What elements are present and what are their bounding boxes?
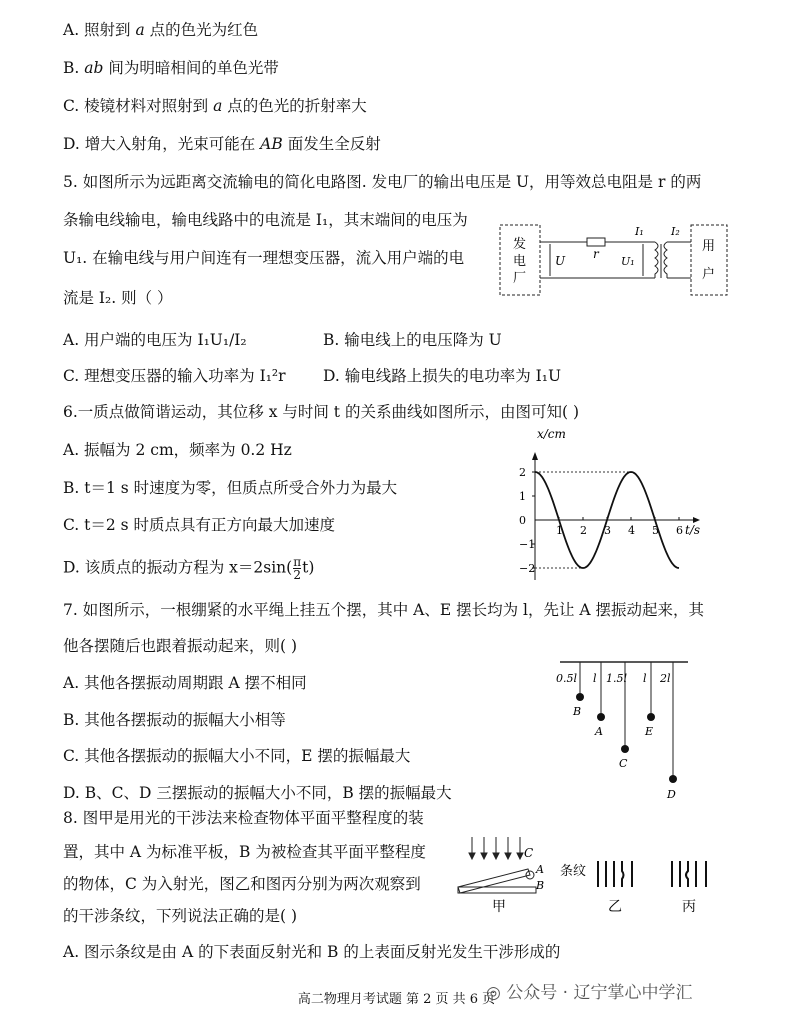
len-C: 1.5l [606, 672, 628, 685]
transformer-primary [655, 242, 658, 278]
plant-label-1: 发 [513, 237, 527, 252]
q7-option-b: B. 其他各摆振动的振幅大小相等 [63, 711, 286, 729]
q7-pendulum-diagram [550, 655, 700, 805]
q8-stem-line1: 8. 图甲是用光的干涉法来检查物体平面平整程度的装 [63, 809, 424, 827]
q6-stem: 6.一质点做简谐运动，其位移 x 与时间 t 的关系曲线如图所示，由图可知( ) [63, 403, 579, 421]
q6-displacement-time-graph [505, 428, 715, 580]
plate-A [458, 869, 530, 893]
q7-stem-line1: 7. 如图所示，一根绷紧的水平绳上挂五个摆，其中 A、E 摆长均为 l，先让 A 摆振动起来，其 [63, 601, 705, 619]
incident-light-arrows [469, 837, 523, 859]
q6-option-b: B. t＝1 s 时速度为零，但质点所受合外力为最大 [63, 479, 398, 497]
label-I1: I₁ [635, 225, 644, 238]
svg-text:A: A [536, 863, 544, 876]
jia-label: 甲 [492, 899, 506, 915]
wechat-icon: ◎ [486, 983, 507, 1003]
transformer-secondary [664, 242, 667, 278]
bob-A [597, 713, 605, 721]
stripes-label: 条纹 [560, 864, 587, 879]
q6-option-a: A. 振幅为 2 cm，频率为 0.2 Hz [63, 441, 292, 459]
q5-option-d: D. 输电线路上损失的电功率为 I₁U [323, 367, 562, 385]
frac-denominator: 2 [293, 568, 301, 582]
svg-text:C: C [524, 846, 534, 860]
x-tick-label: 5 [652, 524, 659, 537]
bob-C [621, 745, 629, 753]
user-label-2: 户 [702, 267, 716, 282]
svg-text:B: B [573, 705, 582, 718]
y-axis-label: x/cm [537, 428, 566, 441]
len-D: 2l [660, 672, 671, 685]
x-tick-label: 1 [556, 524, 563, 537]
plant-label-3: 厂 [513, 271, 527, 286]
q8-stem-line2: 置，其中 A 为标准平板，B 为被检查其平面平整程度 [63, 843, 426, 861]
y-tick-label: −1 [519, 538, 536, 551]
label-I2: I₂ [671, 225, 680, 238]
x-tick-label: 6 [676, 524, 683, 537]
q8-stem-line4: 的干涉条纹，下列说法正确的是( ) [63, 907, 298, 925]
q5-stem-line3: U₁. 在输电线与用户间连有一理想变压器，流入用户端的电 [63, 249, 465, 267]
q6-option-c: C. t＝2 s 时质点具有正方向最大加速度 [63, 516, 336, 534]
x-tick-label: 2 [580, 524, 587, 537]
q6-option-d: D. 该质点的振动方程为 x＝2sin( $\frac{\pi}{2}$ t) [63, 555, 315, 582]
y-tick-label: 1 [519, 490, 526, 503]
len-A: l [593, 672, 597, 685]
q7-stem-line2: 他各摆随后也跟着振动起来，则( ) [63, 637, 298, 655]
svg-text:D: D [667, 788, 676, 801]
watermark: ◎ 公众号 · 辽宁掌心中学汇 [486, 983, 693, 1003]
resistor-r [587, 238, 605, 246]
x-tick-label: 3 [604, 524, 611, 537]
q4-option-b: B. ab 间为明暗相间的单色光带 [63, 59, 279, 77]
x-tick-label: 4 [628, 524, 635, 537]
bing-label: 丙 [682, 899, 696, 915]
q5-stem-line2: 条输电线输电，输电线路中的电流是 I₁，其末端间的电压为 [63, 211, 468, 229]
q4-option-c: C. 棱镜材料对照射到 a 点的色光的折射率大 [63, 97, 367, 115]
label-r: r [593, 247, 599, 261]
y-axis-arrow [532, 452, 538, 460]
plant-label-2: 电 [513, 254, 527, 269]
y-tick-label: 2 [519, 466, 526, 479]
q7-option-d: D. B、C、D 三摆振动的振幅大小不同，B 摆的振幅最大 [63, 784, 452, 802]
user-label-1: 用 [702, 239, 716, 254]
q7-option-c: C. 其他各摆振动的振幅大小不同，E 摆的振幅最大 [63, 747, 411, 765]
svg-text:C: C [619, 757, 628, 770]
q5-circuit-diagram [495, 220, 730, 302]
x-axis-label: t/s [685, 523, 701, 537]
q8-stem-line3: 的物体，C 为入射光，图乙和图丙分别为两次观察到 [63, 875, 421, 893]
q7-option-a: A. 其他各摆振动周期跟 A 摆不相同 [63, 674, 307, 692]
pattern-yi [598, 861, 632, 887]
frac-numerator: π [293, 555, 302, 569]
q8-option-a: A. 图示条纹是由 A 的下表面反射光和 B 的上表面反射光发生干涉形成的 [63, 943, 561, 961]
len-E: l [643, 672, 647, 685]
svg-text:B: B [536, 879, 545, 892]
q8-interference-diagram [450, 835, 740, 915]
q5-stem-line4: 流是 I₂. 则（ ） [63, 289, 173, 307]
page-footer: 高二物理月考试题 第 2 页 共 6 页 [297, 992, 496, 1007]
user-box [691, 225, 727, 295]
q5-stem-line1: 5. 如图所示为远距离交流输电的简化电路图. 发电厂的输出电压是 U，用等效总电阻是 r 的两 [63, 173, 702, 191]
q5-option-a: A. 用户端的电压为 I₁U₁/I₂ [63, 331, 247, 349]
y-tick-label: 0 [519, 514, 526, 527]
pattern-bing [672, 861, 706, 887]
bob-D [669, 775, 677, 783]
svg-text:E: E [645, 725, 654, 738]
q4-option-d: D. 增大入射角，光束可能在 AB 面发生全反射 [63, 135, 381, 153]
y-tick-label: −2 [519, 562, 536, 575]
bob-B [576, 693, 584, 701]
q5-option-b: B. 输电线上的电压降为 U [323, 331, 502, 349]
label-U1: U₁ [621, 255, 635, 268]
q4-option-a: A. 照射到 a 点的色光为红色 [63, 21, 259, 39]
label-U: U [555, 254, 566, 268]
q5-option-c: C. 理想变压器的输入功率为 I₁²r [63, 367, 286, 385]
bob-E [647, 713, 655, 721]
svg-text:A: A [595, 725, 603, 738]
yi-label: 乙 [608, 899, 622, 915]
len-B: 0.5l [556, 672, 578, 685]
